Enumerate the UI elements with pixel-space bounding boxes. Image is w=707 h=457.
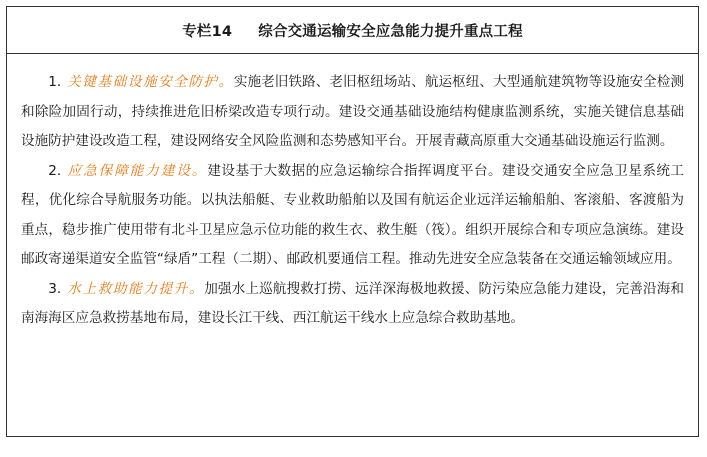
item-heading-punct: 。 (218, 74, 234, 90)
list-item-2 (21, 157, 684, 275)
box-content (7, 54, 698, 334)
list-item-1 (21, 68, 684, 157)
item-body: 加强水上巡航搜救打捞、远洋深海极地救援、防污染应急能力建设，完善沿海和南海海区应急救捞基地布局，建设长江干线、西江航运干线水上应急综合救助基地。 (21, 280, 685, 326)
item-heading: 关键基础设施安全防护 (67, 74, 219, 90)
item-heading-punct: 。 (189, 280, 205, 297)
box-title (7, 7, 698, 54)
item-body: 建设基于大数据的应急运输综合指挥调度平台。建设交通安全应急卫星系统工程，优化综合导航服务功能。以执法船艇、专业救助船舶以及国有航运企业远洋运输船舶、客滚船、客渡船为重点，稳步推广使用带有北斗卫星应急示位功能的救生衣、救生艇（筏）。组织开展综合和专项应急演练。建设邮政寄递渠道安全监管“绿盾”工程（二期）、邮政机要通信工程。推动先进安全应急装备在交通运输领域应用。 (21, 162, 685, 267)
item-heading-punct: 。 (191, 162, 208, 179)
item-heading: 应急保障能力建设 (67, 162, 192, 179)
item-number: 3. (48, 280, 62, 297)
item-number: 2. (48, 162, 62, 179)
list-item-3 (21, 275, 684, 334)
item-body: 实施老旧铁路、老旧枢纽场站、航运枢纽、大型通航建筑物等设施安全检测和除险加固行动，持续推进危旧桥梁改造专项行动。建设交通基础设施结构健康监测系统，实施关键信息基础设施防护建设改造工程，建设网络安全风险监测和态势感知平台。开展青藏高原重大交通基础设施运行监测。 (21, 74, 685, 149)
box-label: 专栏14 (182, 23, 233, 40)
box-title-text: 综合交通运输安全应急能力提升重点工程 (258, 23, 523, 40)
item-heading: 水上救助能力提升 (67, 280, 189, 297)
feature-box (6, 6, 699, 437)
item-number: 1. (48, 74, 62, 90)
